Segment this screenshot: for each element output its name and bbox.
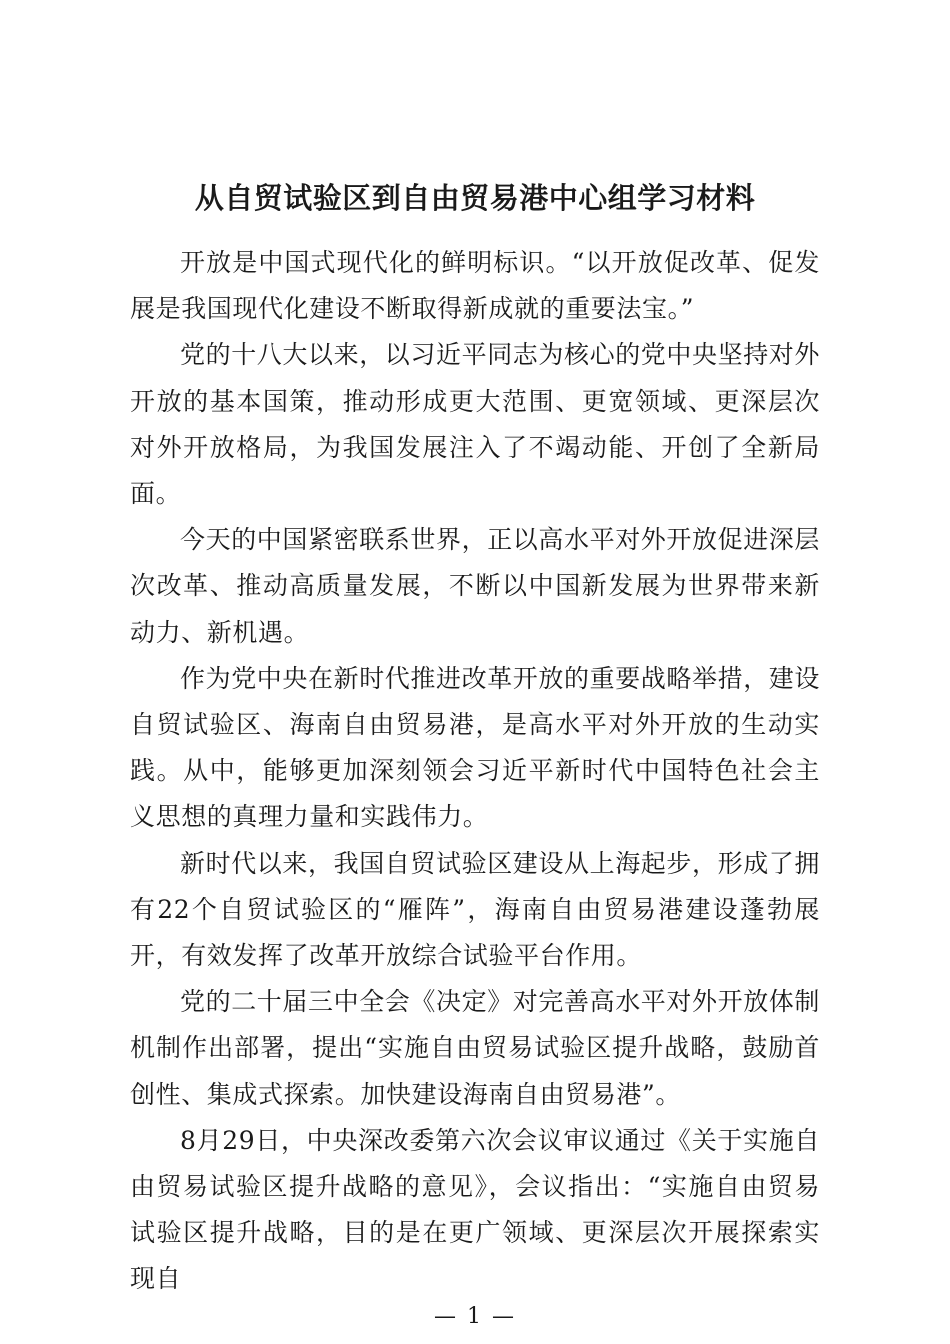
document-title: 从自贸试验区到自由贸易港中心组学习材料: [194, 181, 756, 215]
paragraph-5: 新时代以来，我国自贸试验区建设从上海起步，形成了拥有22个自贸试验区的“雁阵”，海南自由贸易港建设蓬勃展开，有效发挥了改革开放综合试验平台作用。: [130, 848, 821, 971]
paragraph-6: 党的二十届三中全会《决定》对完善高水平对外开放体制机制作出部署，提出“实施自由贸易试验区提升战略，鼓励首创性、集成式探索。加快建设海南自由贸易港”。: [130, 987, 821, 1109]
document-body: [130, 240, 820, 1303]
page-number: — 1 —: [434, 1304, 516, 1329]
paragraph-4: 作为党中央在新时代推进改革开放的重要战略举措，建设自贸试验区、海南自由贸易港，是高水平对外开放的生动实践。从中，能够更加深刻领会习近平新时代中国特色社会主义思想的真理力量和实践伟力。: [130, 663, 821, 832]
paragraph-3: 今天的中国紧密联系世界，正以高水平对外开放促进深层次改革、推动高质量发展，不断以中国新发展为世界带来新动力、新机遇。: [130, 525, 821, 647]
paragraph-1: 开放是中国式现代化的鲜明标识。“以开放促改革、促发展是我国现代化建设不断取得新成就的重要法宝。”: [130, 248, 820, 324]
paragraph-7: 8月29日，中央深改委第六次会议审议通过《关于实施自由贸易试验区提升战略的意见》，会议指出：“实施自由贸易试验区提升战略，目的是在更广领域、更深层次开展探索实现自: [130, 1125, 820, 1294]
paragraph-2: 党的十八大以来，以习近平同志为核心的党中央坚持对外开放的基本国策，推动形成更大范围、更宽领域、更深层次对外开放格局，为我国发展注入了不竭动能、开创了全新局面。: [130, 340, 821, 509]
